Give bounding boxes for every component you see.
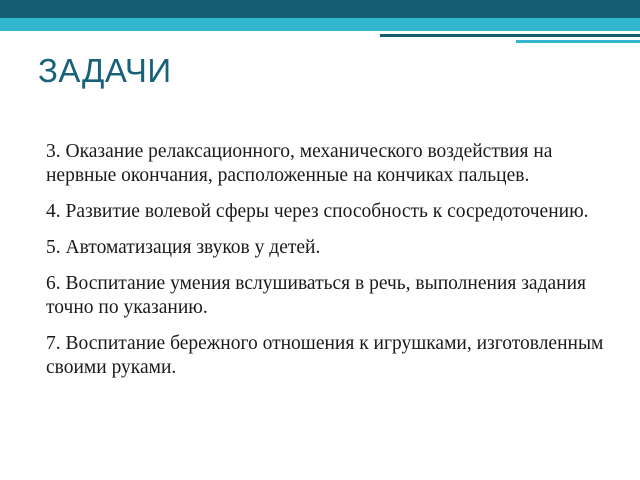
header-accent-line-light	[516, 40, 640, 43]
task-item-5: 5. Автоматизация звуков у детей.	[46, 237, 321, 258]
header-bar-dark	[0, 0, 640, 18]
task-list	[46, 140, 626, 392]
slide-title: ЗАДАЧИ	[38, 52, 172, 89]
header-accent-line-dark	[380, 34, 640, 37]
task-item-4: 4. Развитие волевой сферы через способность к сосредоточению.	[46, 201, 589, 222]
task-item-7: 7. Воспитание бережного отношения к игрушками, изготовленным своими руками.	[46, 333, 604, 378]
task-item-3: 3. Оказание релаксационного, механического воздействия на нервные окончания, расположенные на кончиках пальцев.	[46, 141, 553, 186]
header-bar-light	[0, 18, 640, 31]
task-item-6: 6. Воспитание умения вслушиваться в речь, выполнения задания точно по указанию.	[46, 273, 586, 318]
